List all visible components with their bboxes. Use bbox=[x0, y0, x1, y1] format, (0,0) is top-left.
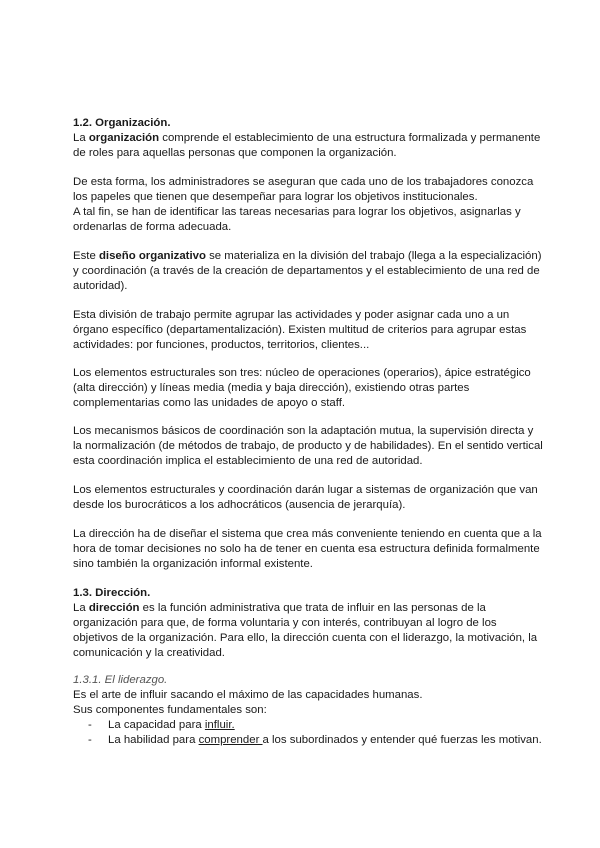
section-organizacion bbox=[73, 116, 543, 161]
bold-term: dirección bbox=[88, 602, 140, 615]
text: La capacidad para bbox=[108, 719, 205, 731]
text: La bbox=[73, 602, 89, 615]
paragraph: A tal fin, se han de identificar las tareas necesarias para lograr los objetivos, asignarlas y ordenarlas de forma adecuada. bbox=[73, 206, 521, 234]
section-heading: 1.3. Dirección. bbox=[73, 587, 151, 599]
bold-term: organización bbox=[88, 132, 160, 145]
paragraph: De esta forma, los administradores se aseguran que cada uno de los trabajadores conozca los papeles que tienen que desempeñar para lograr los objetivos institucionales. bbox=[73, 176, 534, 204]
text: La bbox=[73, 132, 89, 145]
paragraph-block bbox=[73, 249, 543, 294]
paragraph: Los elementos estructurales y coordinación darán lugar a sistemas de organización que van desde los burocráticos a los adhocráticos (ausencia de jerarquía). bbox=[73, 484, 538, 512]
paragraph-block bbox=[73, 308, 543, 353]
paragraph bbox=[73, 249, 543, 294]
subsection-liderazgo bbox=[73, 673, 543, 718]
section-heading: 1.2. Organización. bbox=[73, 117, 171, 129]
subsection-heading: 1.3.1. El liderazgo. bbox=[73, 674, 168, 686]
section-direccion bbox=[73, 586, 543, 661]
paragraph: Los mecanismos básicos de coordinación son la adaptación mutua, la supervisión directa y la normalización (de métodos de trabajo, de producto y de habilidades). En el sentido vertical esta coordinación implica el establecimiento de una red de autoridad. bbox=[73, 425, 543, 468]
underlined-text: influir. bbox=[204, 719, 235, 731]
text: Este bbox=[73, 250, 99, 262]
dash-marker: - bbox=[88, 719, 92, 731]
paragraph: Sus componentes fundamentales son: bbox=[73, 704, 267, 717]
paragraph: Es el arte de influir sacando el máximo de las capacidades humanas. bbox=[73, 689, 423, 702]
underlined-text: comprender bbox=[198, 734, 263, 747]
dash-marker: - bbox=[88, 734, 92, 747]
bold-term: diseño organizativo bbox=[98, 250, 206, 262]
list-item bbox=[73, 733, 543, 748]
paragraph: Los elementos estructurales son tres: núcleo de operaciones (operarios), ápice estratégico (alta dirección) y líneas media (media y baja dirección), existiendo otras partes complementarias como las unidades de apoyo o staff. bbox=[73, 367, 531, 410]
text: La habilidad para bbox=[108, 734, 199, 747]
paragraph bbox=[73, 601, 543, 661]
list-item bbox=[73, 718, 543, 733]
paragraph: La dirección ha de diseñar el sistema que crea más conveniente teniendo en cuenta que a la hora de tomar decisiones no solo ha de tener en cuenta esa estructura definida formalmente sino también la organización informal existente. bbox=[73, 528, 542, 571]
text: es la función administrativa que trata de influir en las personas de la organización para que, de forma voluntaria y con interés, contribuyan al logro de los objetivos de la organización. Para ello, la dirección cuenta con el liderazgo, la motivación, la comunicación y la creatividad. bbox=[73, 602, 538, 660]
paragraph-block bbox=[73, 366, 543, 411]
text: comprende el establecimiento de una estructura formalizada y permanente de roles para aquellas personas que componen la organización. bbox=[73, 132, 541, 160]
paragraph-block bbox=[73, 527, 543, 572]
paragraph-block bbox=[73, 424, 543, 469]
bullet-list bbox=[73, 718, 543, 748]
text: a los subordinados y entender qué fuerzas les motivan. bbox=[262, 734, 542, 747]
paragraph bbox=[73, 131, 543, 161]
paragraph-block bbox=[73, 175, 543, 235]
paragraph: Esta división de trabajo permite agrupar las actividades y poder asignar cada uno a un órgano específico (departamentalización). Existen multitud de criterios para agrupar estas actividades: por funciones, productos, territorios, clientes... bbox=[73, 309, 527, 352]
paragraph-block bbox=[73, 483, 543, 513]
text: se materializa en la división del trabajo (llega a la especialización) y coordinación (a través de la creación de departamentos y el establecimiento de una red de autoridad). bbox=[73, 250, 542, 293]
